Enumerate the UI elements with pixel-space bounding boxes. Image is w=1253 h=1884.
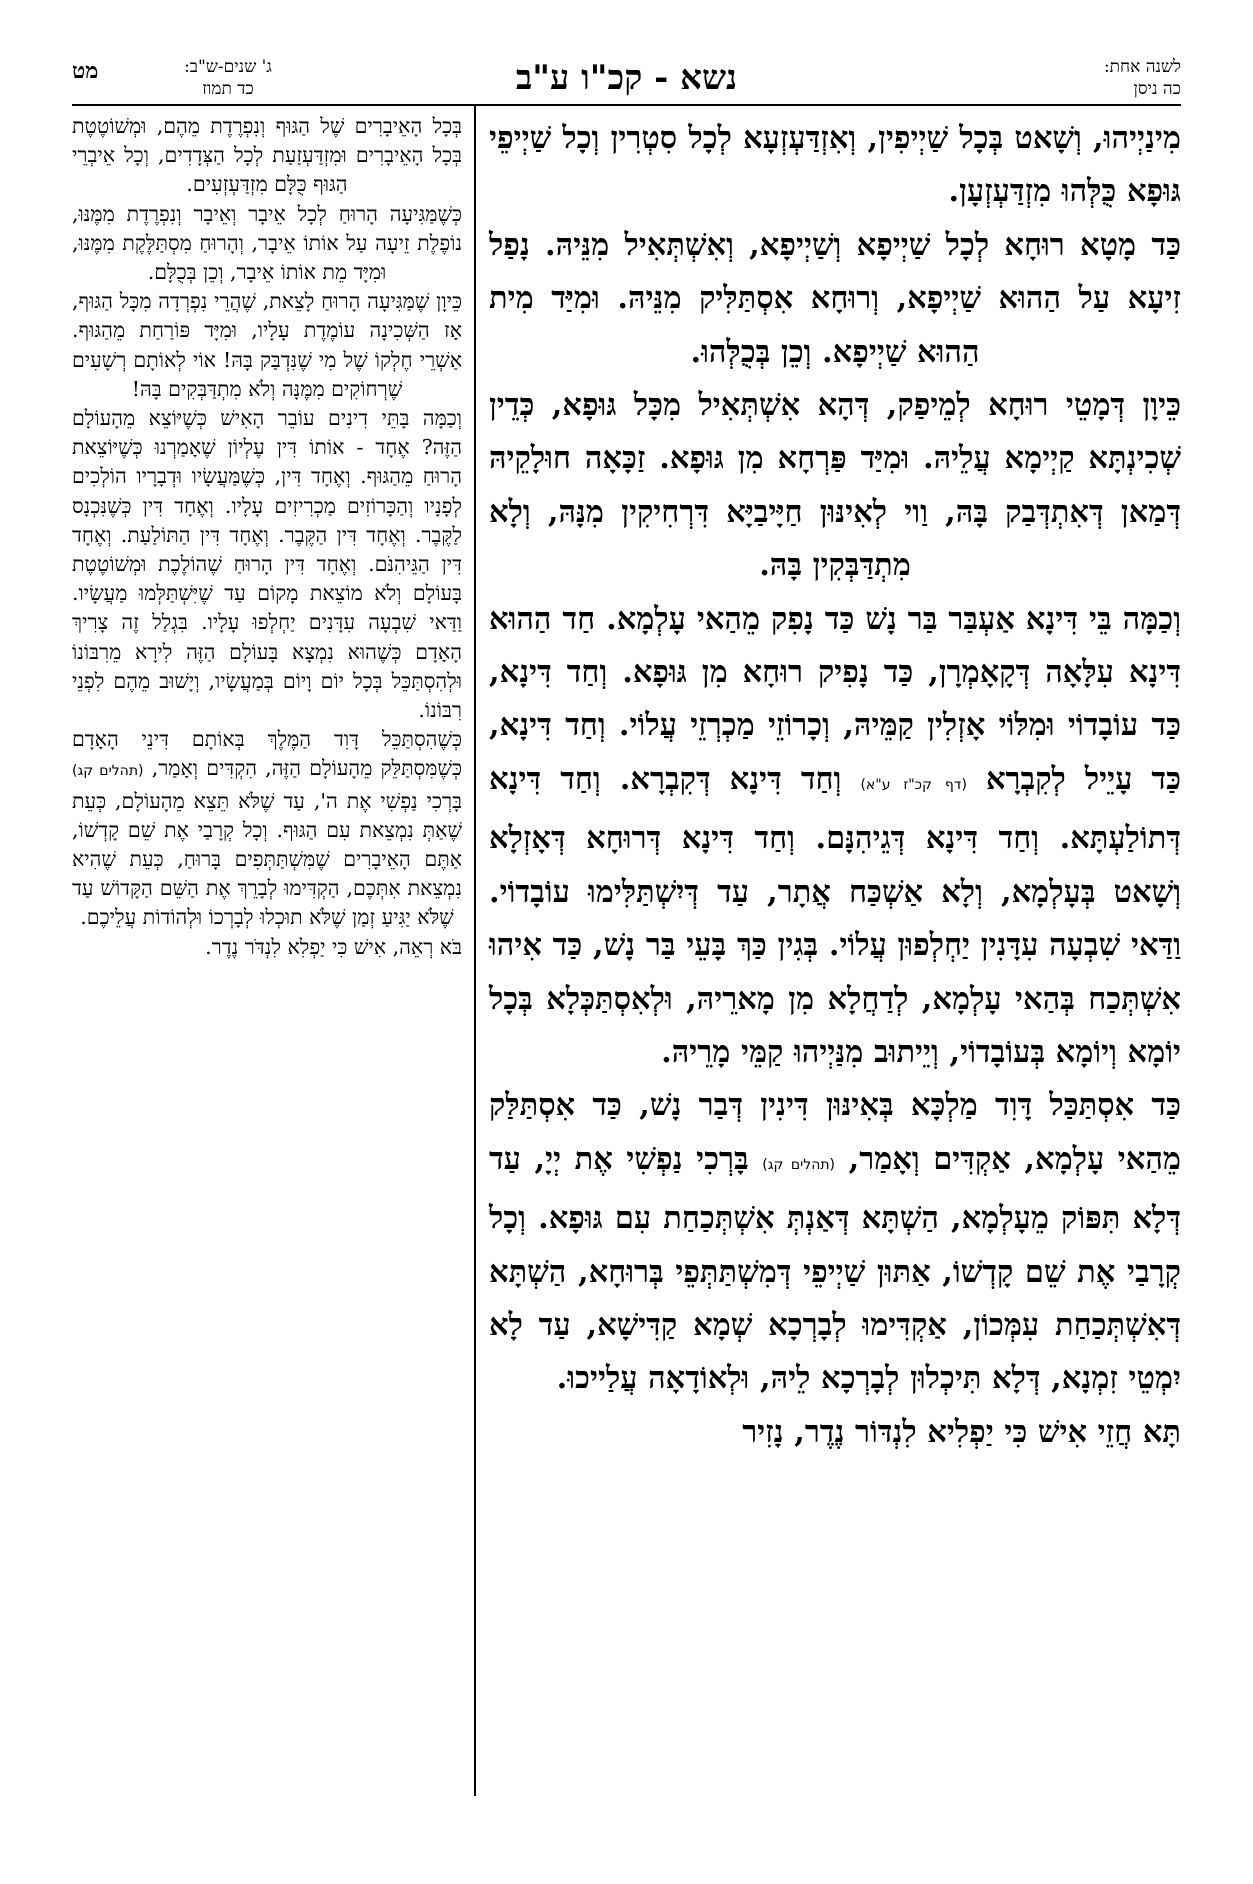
side-paragraph-3: כֵּיוָן שֶׁמַּגִּיעָה הָרוּחַ לָצֵאת, שֶׁהֲרֵי נִפְרְדָה מִכָּל הַגּוּף, אָז הַשְּׁכִינָה עוֹמֶדֶת עָלָיו, וּמִיָּד פּוֹרַחַת מֵהַגּוּף. אַשְׁרֵי חֶלְקוֹ שֶׁל מִי שֶׁנִּדְבַּק בָּהּ! אוֹי לְאוֹתָם רְשָׁעִים שֶׁרְחוֹקִים מִמֶּנָּה וְלֹא מִתְדַּבְּקִים בָּהּ!	[72, 289, 462, 401]
main-paragraph-4-part-a: וְכַמָּה בֵּי דִּינָא אַעְבַּר בַּר נָשׁ כַּד נָפִק מֵהַאי עָלְמָא. חַד הַהוּא דִּינָא עִלָּאָה דְּקָאָמְרָן, כַּד נָפִיק רוּחָא מִן גּוּפָא. וְחַד דִּינָא, כַּד עוֹבָדוֹי וּמִלּוֹי אָזְלִין קַמֵּיהּ, וְכָרוֹזֵי מַכְרְזֵי עֲלוֹי. וְחַד דִּינָא, כַּד עָיֵיל לְקִבְרָא	[489, 600, 1181, 797]
psalms-reference-note: (תהלים קג)	[762, 1156, 836, 1173]
main-paragraph-2: כַּד מָטָא רוּחָא לְכָל שַׁיְיפָא וְשַׁיְיפָא, וְאִשְׁתְּאִיל מִנֵּיהּ. נָפַל זִיעָא עַל הַהוּא שַׁיְיפָא, וְרוּחָא אִסְתַּלִּיק מִנֵּיהּ. וּמִיַּד מִית הַהוּא שַׁיְיפָא. וְכֵן בְּכֻלְּהוּ.	[489, 226, 1181, 370]
page-reference-note: (דף קכ"ז ע"א)	[860, 776, 967, 793]
main-paragraph-4-part-b: וְחַד דִּינָא דְּקִבְרָא. וְחַד דִּינָא דְּתוֹלַעְתָּא. וְחַד דִּינָא דְּגֵיהִנָּם. וְחַד דִּינָא דְּרוּחָא דְּאָזְלָא וְשָׁאט בְּעָלְמָא, וְלָא אַשְׁכַּח אֲתָר, עַד דְּיִשְׁתַּלִּימוּ עוֹבָדוֹי. וַדַּאי שִׁבְעָה עִדָּנִין יַחְלְפוּן עֲלוֹי. בְּגִין כַּךְ בָּעֵי בַּר נָשׁ, כַּד אִיהוּ אִשְׁתְּכַח בְּהַאי עָלְמָא, לְדַחֲלָא מִן מָארֵיהּ, וּלְאִסְתַּכְּלָא בְּכָל יוֹמָא וְיוֹמָא בְּעוֹבָדוֹי, וְיֵיתוּב מִנַּיְיהוּ קַמֵּי מָרֵיהּ.	[489, 760, 1181, 1070]
main-aramaic-column	[489, 112, 1181, 1459]
header-three-years-label: ג' שנים-ש"ב:	[184, 57, 272, 77]
header-schedule-label: לשנה אחת:	[1103, 57, 1181, 77]
page-header	[72, 56, 1181, 104]
side-paragraph-5-part-a: כְּשֶׁהִסְתַּכֵּל דָּוִד הַמֶּלֶךְ בְּאוֹתָם דִּינֵי הָאָדָם כְּשֶׁמִּסְתַּלֵּק מֵהָעוֹלָם הַזֶּה, הִקְדִּים וְאָמַר,	[72, 727, 462, 781]
main-paragraph-5-part-a: כַּד אִסְתַּכַּל דָּוִד מַלְכָּא בְּאִינּוּן דִּינִין דְּבַר נָשׁ, כַּד אִסְתַּלַּק מֵהַאי עָלְמָא, אַקְדִּים וְאָמַר,	[489, 1087, 1182, 1177]
page-title: נשא - קכ"ו ע"ב	[515, 58, 738, 98]
header-schedule-date: כה ניסן	[1133, 79, 1181, 99]
column-divider	[474, 106, 476, 1796]
header-schedule-three-years-text	[128, 56, 328, 100]
main-paragraph-5-part-b: בָּרְכִי נַפְשִׁי אֶת יְיָ, עַד דְּלָא תִּפּוֹק מֵעָלְמָא, הַשְׁתָּא דְּאַנְתְּ אִשְׁתְּכַחַת עִם גּוּפָא. וְכָל קְרָבַי אֶת שֵׁם קָדְשׁוֹ, אַתּוּן שַׁיְיפֵי דְּמִשְׁתַּתְּפֵי בְּרוּחָא, הַשְׁתָּא דְּאִשְׁתְּכַחַת עִמְּכוֹן, אַקְדִּימוּ לְבָרְכָא שְׁמָא קַדִּישָׁא, עַד לָא יִמְטֵי זִמְנָא, דְּלָא תִּיכְלוּן לְבָרְכָא לֵיהּ, וּלְאוֹדָאָה עֲלַייכוּ.	[489, 1140, 1181, 1397]
main-paragraph-6: תָּא חֲזֵי אִישׁ כִּי יַפְלִיא לִנְדּוֹר נֶדֶר, נָזִיר	[742, 1413, 1181, 1450]
side-paragraph-5-part-b: בָּרְכִי נַפְשִׁי אֶת ה', עַד שֶׁלֹּא תֵּצֵא מֵהָעוֹלָם, כְּעֵת שֶׁאַתְּ נִמְצֵאת עִם הַגּוּף. וְכָל קְרָבַי אֶת שֵׁם קָדְשׁוֹ, אַתֶּם הָאֵיבָרִים שֶׁמִּשְׁתַּתְּפִים בָּרוּחַ, כְּעֵת שֶׁהִיא נִמְצֵאת אִתְּכֶם, הַקְדִּימוּ לְבָרֵךְ אֶת הַשֵּׁם הַקָּדוֹשׁ עַד שֶׁלֹּא יַגִּיעַ זְמַן שֶׁלֹּא תוּכְלוּ לְבָרְכוֹ וּלְהוֹדוֹת עֲלֵיכֶם.	[72, 788, 462, 930]
side-paragraph-4: וְכַמָּה בָּתֵּי דִינִים עוֹבֵר הָאִישׁ כְּשֶׁיּוֹצֵא מֵהָעוֹלָם הַזֶּה? אֶחָד - אוֹתוֹ דִּין עֶלְיוֹן שֶׁאָמַרְנוּ כְּשֶׁיּוֹצֵאת הָרוּחַ מֵהַגּוּף. וְאֶחָד דִּין, כְּשֶׁמַּעֲשָׂיו וּדְבָרָיו הוֹלְכִים לְפָנָיו וְהַכָּרוֹזִים מַכְרִיזִים עָלָיו. וְאֶחָד דִּין כְּשֶׁנִּכְנָס לַקֶּבֶר. וְאֶחָד דִּין הַקֶּבֶר. וְאֶחָד דִּין הַתּוֹלַעַת. וְאֶחָד דִּין הַגֵּיהִנֹּם. וְאֶחָד דִּין הָרוּחַ שֶׁהוֹלֶכֶת וּמְשׁוֹטֶטֶת בָּעוֹלָם וְלֹא מוֹצֵאת מָקוֹם עַד שֶׁיִּשְׁתַּלְּמוּ מַעֲשָׂיו. וַדַּאי שִׁבְעָה עִדָּנִים יַחְלְפוּ עָלָיו. בִּגְלַל זֶה צָרִיךְ הָאָדָם כְּשֶׁהוּא נִמְצָא בָּעוֹלָם הַזֶּה לִירָא מֵרִבּוֹנוֹ וּלְהִסְתַּכֵּל בְּכָל יוֹם וָיוֹם בְּמַעֲשָׂיו, וְיָשׁוּב מֵהֶם לִפְנֵי רִבּוֹנוֹ.	[72, 406, 462, 723]
header-divider	[72, 104, 1181, 106]
side-paragraph-6: בֹּא רְאֵה, אִישׁ כִּי יַפְלִא לִנְדֹּר נֶדֶר.	[205, 934, 462, 959]
main-paragraph-4	[489, 593, 1181, 1080]
main-paragraph-3: כֵּיוָן דְּמָטֵי רוּחָא לְמֵיפַק, דְּהָא אִשְׁתְּאִיל מִכָּל גּוּפָא, כְּדֵין שְׁכִינְתָּא קַיְימָא עֲלֵיהּ. וּמִיַּד פַּרְחָא מִן גּוּפָא. זַכָּאָה חוּלָקֵיהּ דְּמַאן דְּאִתְדְּבַק בָּהּ, וַוי לְאִינּוּן חַיָּיבַיָּא דִּרְחִיקִין מִנָּהּ, וְלָא מִתְדַּבְּקִין בָּהּ.	[489, 387, 1181, 584]
side-paragraph-5	[72, 725, 462, 932]
side-paragraph-2: כְּשֶׁמַּגִּיעָה הָרוּחַ לְכָל אֵיבָר וְאֵיבָר וְנִפְרֶדֶת מִמֶּנּוּ, נוֹפֶלֶת זֵיעָה עַל אוֹתוֹ אֵיבָר, וְהָרוּחַ מִסְתַּלֶּקֶת מִמֶּנּוּ, וּמִיָּד מֵת אוֹתוֹ אֵיבָר, וְכֵן בְּכֻלָּם.	[72, 201, 462, 285]
header-three-years-date: כד תמוז	[202, 79, 254, 99]
hebrew-translation-column	[72, 112, 462, 962]
main-paragraph-5	[489, 1079, 1181, 1405]
side-paragraph-1: בְּכָל הָאֵיבָרִים שֶׁל הַגּוּף וְנִפְרֶדֶת מֵהֶם, וּמְשׁוֹטֶטֶת בְּכָל הָאֵיבָרִים וּמִזְדַּעְזַעַת לְכָל הַצְּדָדִים, וְכָל אֵיבְרֵי הַגּוּף כֻּלָּם מִזְדַּעְזְעִים.	[72, 114, 462, 197]
main-paragraph-1: מִינַיְיהוּ, וְשָׁאט בְּכָל שַׁיְיפִין, וְאִזְדַּעְזְעָא לְכָל סִטְרִין וְכָל שַׁיְיפֵי גּוּפָא כֻּלְּהוּ מִזְדַּעְזְעָן.	[489, 120, 1181, 210]
side-psalms-reference-note: (תהלים קג)	[72, 763, 144, 780]
page-number: מט	[72, 58, 99, 84]
